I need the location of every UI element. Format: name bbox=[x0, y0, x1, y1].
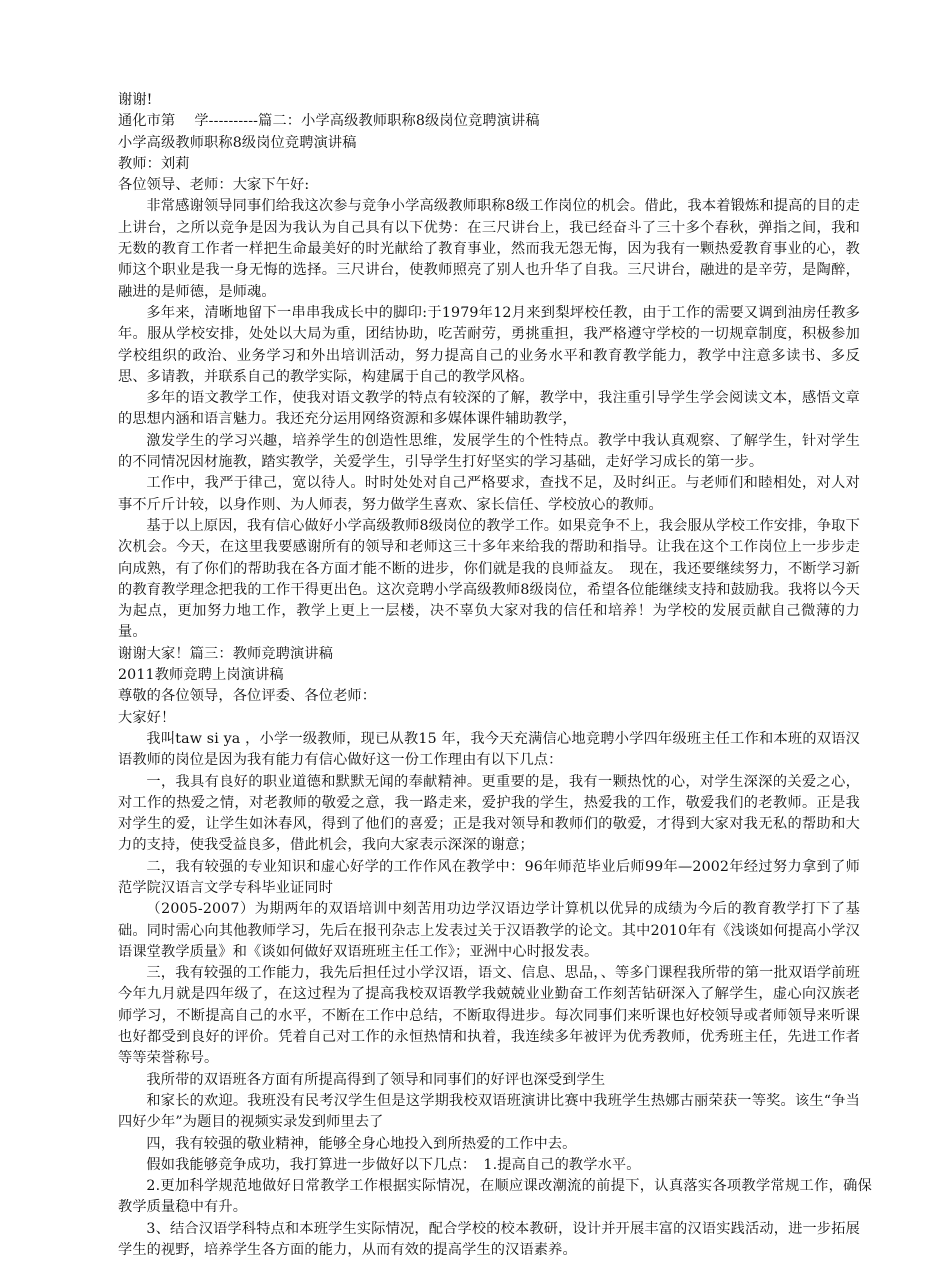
paragraph: 教师：刘莉 bbox=[118, 155, 190, 172]
paragraph: 二，我有较强的专业知识和虚心好学的工作作风在教学中：96年师范毕业后师99年—2002年经过努力拿到了师范学院汉语言文学专科毕业证同时 bbox=[118, 858, 860, 896]
paragraph: 2011教师竞聘上岗演讲稿 bbox=[118, 667, 284, 684]
paragraph: 工作中，我严于律己，宽以待人。时时处处对自己严格要求，查找不足，及时纠正。与老师们和睦相处，对人对事不斤斤计较，以身作则、为人师表，努力做学生喜欢、家长信任、学校放心的教师。 bbox=[118, 475, 860, 513]
paragraph: 大家好！ bbox=[118, 709, 176, 726]
paragraph: 非常感谢领导同事们给我这次参与竞争小学高级教师职称8级工作岗位的机会。借此，我本着锻炼和提高的目的走上讲台，之所以竞争是因为我认为自己具有以下优势：在三尺讲台上，我已经奋斗了三十多个春秋，弹指之间，我和无数的教育工作者一样把生命最美好的时光献给了教育事业，然而我无怨无悔，因为我有一颗热爱教育事业的心，教师这个职业是我一身无悔的选择。三尺讲台，使教师照亮了别人也升华了自我。三尺讲台，融进的是辛劳，是陶醉，融进的是师德，是师魂。 bbox=[118, 198, 860, 300]
paragraph: 各位领导、老师：大家下午好: bbox=[118, 177, 310, 194]
paragraph: 2.更加科学规范地做好日常教学工作根据实际情况，在顺应课改潮流的前提下，认真落实各项教学常规工作，确保教学质量稳中有升。 bbox=[118, 1178, 872, 1216]
paragraph: 和家长的欢迎。我班没有民考汉学生但是这学期我校双语班演讲比赛中我班学生热娜古丽荣获一等奖。该生“争当四好少年”为题目的视频实录发到师里去了 bbox=[118, 1092, 860, 1131]
paragraph: 激发学生的学习兴趣，培养学生的创造性思维，发展学生的个性特点。教学中我认真观察、了解学生，针对学生的不同情况因材施教，踏实教学，关爱学生，引导学生打好坚实的学习基础，走好学习成长的第一步。 bbox=[118, 432, 860, 471]
paragraph: （2005-2007）为期两年的双语培训中刻苦用功边学汉语边学计算机以优异的成绩为今后的教育教学打下了基础。同时需心向其他教师学习，先后在报刊杂志上发表过关于汉语教学的论文。其中2010年有《浅谈如何提高小学汉语课堂教学质量》和《谈如何做好双语班班主任工作》；亚洲中心时报发表。 bbox=[118, 901, 860, 960]
paragraph: 假如我能够竞争成功，我打算进一步做好以下几点： 1.提高自己的教学水平。 bbox=[146, 1156, 641, 1173]
document-body bbox=[118, 90, 872, 1261]
paragraph: 三，我有较强的工作能力，我先后担任过小学汉语，语文、信息、思品，、等多门课程我所带的第一批双语学前班今年九月就是四年级了，在这过程为了提高我校双语教学我兢兢业业勤奋工作刻苦钻研深入了解学生，虚心向汉族老师学习，不断提高自己的水平，不断在工作中总结，不断取得进步。每次同事们来听课也好校领导或者师领导来听课也好都受到良好的评价。凭着自己对工作的永恒热情和执着，我连续多年被评为优秀教师，优秀班主任，先进工作者等等荣誉称号。 bbox=[118, 965, 860, 1067]
paragraph: 小学高级教师职称8级岗位竞聘演讲稿 bbox=[118, 134, 357, 151]
paragraph: 谢谢! bbox=[118, 92, 153, 108]
paragraph: 一，我具有良好的职业道德和默默无闻的奉献精神。更重要的是，我有一颗热忱的心，对学生深深的关爱之心，对工作的热爱之情，对老教师的敬爱之意，我一路走来，爱护我的学生，热爱我的工作，敬爱我们的老教师。正是我对学生的爱，让学生如沐春风，得到了他们的喜爱；正是我对领导和教师们的敬爱，才得到大家对我无私的帮助和大力的支持，使我受益良多，借此机会，我向大家表示深深的谢意； bbox=[118, 773, 860, 854]
paragraph: 谢谢大家！篇三：教师竞聘演讲稿 bbox=[118, 645, 334, 662]
paragraph: 基于以上原因，我有信心做好小学高级教师8级岗位的教学工作。如果竞争不上，我会服从学校工作安排，争取下次机会。今天，在这里我要感谢所有的领导和老师这三十多年来给我的帮助和指导。让我在这个工作岗位上一步步走向成熟，有了你们的帮助我在各方面才能不断的进步，你们就是我的良师益友。 现在，我还要继续努力，不断学习新的教育教学理念把我的工作干得更出色。这次竞聘小学高级教师8级岗位，希望各位能继续支持和鼓励我。我将以今天为起点，更加努力地工作，教学上更上一层楼，决不辜负大家对我的信任和培养！为学校的发展贡献自己微薄的力量。 bbox=[118, 517, 860, 641]
paragraph: 3、结合汉语学科特点和本班学生实际情况，配合学校的校本教研，设计并开展丰富的汉语实践活动，进一步拓展学生的视野，培养学生各方面的能力，从而有效的提高学生的汉语素养。 bbox=[118, 1220, 860, 1259]
paragraph: 尊敬的各位领导，各位评委、各位老师： bbox=[118, 688, 377, 705]
paragraph: 通化市第 学----------篇二：小学高级教师职称8级岗位竞聘演讲稿 bbox=[118, 113, 540, 130]
paragraph: 四，我有较强的敬业精神，能够全身心地投入到所热爱的工作中去。 bbox=[146, 1135, 577, 1152]
paragraph: 多年的语文教学工作，使我对语文教学的特点有较深的了解，教学中，我注重引导学生学会阅读文本，感悟文章的思想内涵和语言魅力。我还充分运用网络资源和多媒体课件辅助教学， bbox=[118, 390, 860, 428]
paragraph: 我叫taw si ya ，小学一级教师，现已从教15 年，我今天充满信心地竞聘小学四年级班主任工作和本班的双语汉语教师的岗位是因为我有能力有信心做好这一份工作理由有以下几点： bbox=[118, 730, 860, 769]
paragraph: 我所带的双语班各方面有所提高得到了领导和同事们的好评也深受到学生 bbox=[146, 1071, 606, 1088]
paragraph: 多年来，清晰地留下一串串我成长中的脚印:于1979年12月来到梨坪校任教，由于工作的需要又调到油房任教多年。服从学校安排，处处以大局为重，团结协助，吃苦耐劳，勇挑重担，我严格遵守学校的一切规章制度，积极参加学校组织的政治、业务学习和外出培训活动，努力提高自己的业务水平和教育教学能力，教学中注意多读书、多反思、多请教，并联系自己的教学实际，构建属于自己的教学风格。 bbox=[118, 304, 860, 385]
